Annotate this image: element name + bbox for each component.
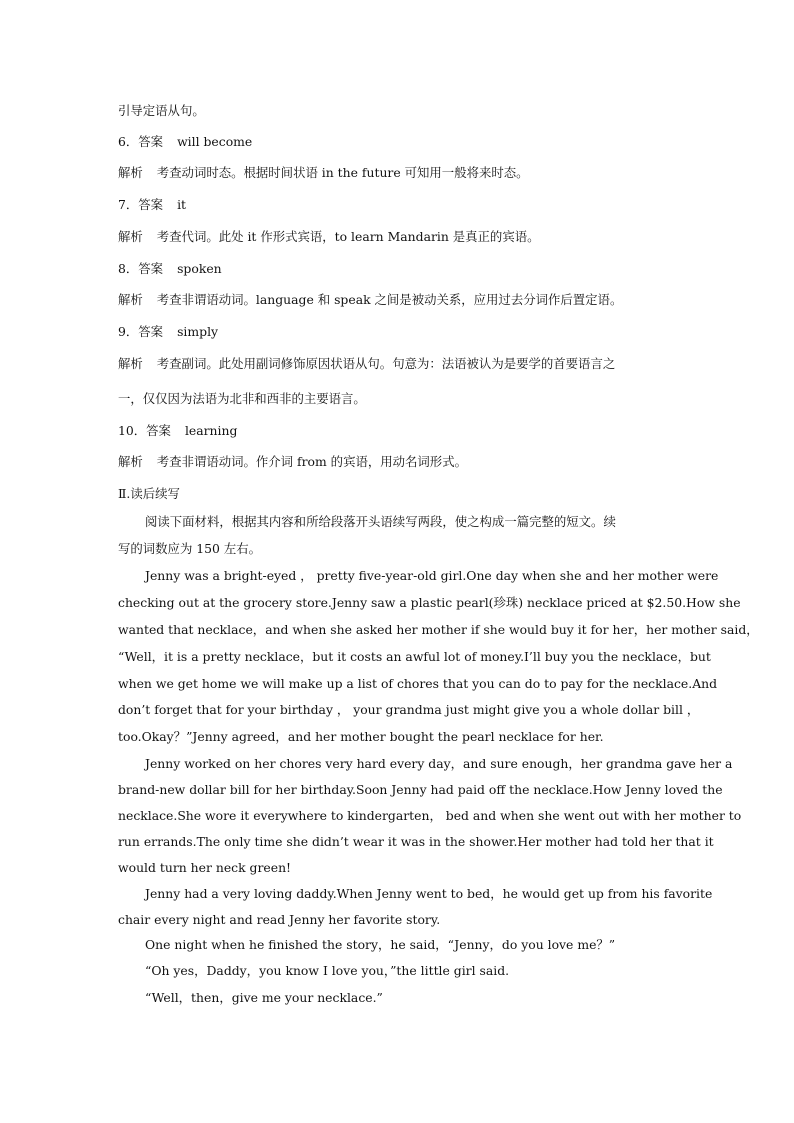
explanation-label: 解析 <box>118 229 143 244</box>
answer-value: it <box>177 197 187 212</box>
story-line: Jenny had a very loving daddy.When Jenny went to bed，he would get up from his favorite <box>145 886 713 901</box>
explanation-line-9 <box>118 356 615 372</box>
story-line: don’t forget that for your birthday ， your grandma just might give you a whole dollar bill ， <box>118 702 700 717</box>
story-line: Jenny was a bright-eyed ， pretty five-year-old girl.One day when she and her mother were <box>145 568 719 583</box>
answer-line-8 <box>118 261 222 277</box>
story-line: “Well，then，give me your necklace.” <box>145 990 383 1005</box>
answer-line-10 <box>118 423 237 439</box>
explanation-label: 解析 <box>118 356 143 371</box>
instruction-line: 写的词数应为 150 左右。 <box>118 541 262 556</box>
explanation-label: 解析 <box>118 165 143 180</box>
answer-label: 7．答案 <box>118 197 164 212</box>
story-line: chair every night and read Jenny her favorite story. <box>118 912 441 927</box>
explanation-text: 考查非谓语动词。language 和 speak 之间是被动关系，应用过去分词作后置定语。 <box>156 292 623 307</box>
explanation-text: 考查非谓语动词。作介词 from 的宾语，用动名词形式。 <box>156 454 467 469</box>
answer-label: 6．答案 <box>118 134 164 149</box>
answer-label: 10．答案 <box>118 423 171 438</box>
section-title: Ⅱ.读后续写 <box>118 486 180 501</box>
answer-line-7 <box>118 197 186 213</box>
answer-line-9 <box>118 324 218 340</box>
answer-line-6 <box>118 134 252 150</box>
story-line: would turn her neck green! <box>118 860 292 875</box>
answer-label: 9．答案 <box>118 324 164 339</box>
instruction-line: 阅读下面材料，根据其内容和所给段落开头语续写两段，使之构成一篇完整的短文。续 <box>145 514 616 529</box>
answer-value: spoken <box>177 261 222 276</box>
explanation-line-8 <box>118 292 622 308</box>
answer-label: 8．答案 <box>118 261 164 276</box>
story-line: “Oh yes，Daddy，you know I love you，”the little girl said. <box>145 963 510 978</box>
story-line: checking out at the grocery store.Jenny saw a plastic pearl(珍珠) necklace priced at $2.50.How she <box>118 595 741 610</box>
explanation-label: 解析 <box>118 292 143 307</box>
explanation-text: 考查代词。此处 it 作形式宾语，to learn Mandarin 是真正的宾语。 <box>156 229 540 244</box>
explanation-line-6 <box>118 165 529 181</box>
answer-value: learning <box>184 423 238 438</box>
explanation-text: 考查动词时态。根据时间状语 in the future 可知用一般将来时态。 <box>156 165 529 180</box>
text-line: 引导定语从句。 <box>118 103 205 118</box>
story-line: wanted that necklace，and when she asked her mother if she would buy it for her，her mother said， <box>118 622 759 637</box>
explanation-line-7 <box>118 229 540 245</box>
story-line: too.Okay？”Jenny agreed，and her mother bought the pearl necklace for her. <box>118 729 604 744</box>
explanation-label: 解析 <box>118 454 143 469</box>
story-line: when we get home we will make up a list of chores that you can do to pay for the necklace.And <box>118 676 718 691</box>
story-line: brand-new dollar bill for her birthday.Soon Jenny had paid off the necklace.How Jenny loved the <box>118 782 723 797</box>
explanation-text: 考查副词。此处用副词修饰原因状语从句。句意为：法语被认为是要学的首要语言之 <box>156 356 616 371</box>
story-line: necklace.She wore it everywhere to kindergarten， bed and when she went out with her mother to <box>118 808 742 823</box>
story-line: run errands.The only time she didn’t wear it was in the shower.Her mother had told her that it <box>118 834 714 849</box>
explanation-continuation: 一，仅仅因为法语为北非和西非的主要语言。 <box>118 391 366 406</box>
story-line: “Well，it is a pretty necklace，but it costs an awful lot of money.I’ll buy you the necklace，but <box>118 649 711 664</box>
explanation-line-10 <box>118 454 467 470</box>
answer-value: simply <box>177 324 219 339</box>
answer-value: will become <box>177 134 253 149</box>
story-line: Jenny worked on her chores very hard every day，and sure enough，her grandma gave her a <box>145 756 733 771</box>
story-line: One night when he finished the story，he said，“Jenny，do you love me？” <box>145 937 616 952</box>
